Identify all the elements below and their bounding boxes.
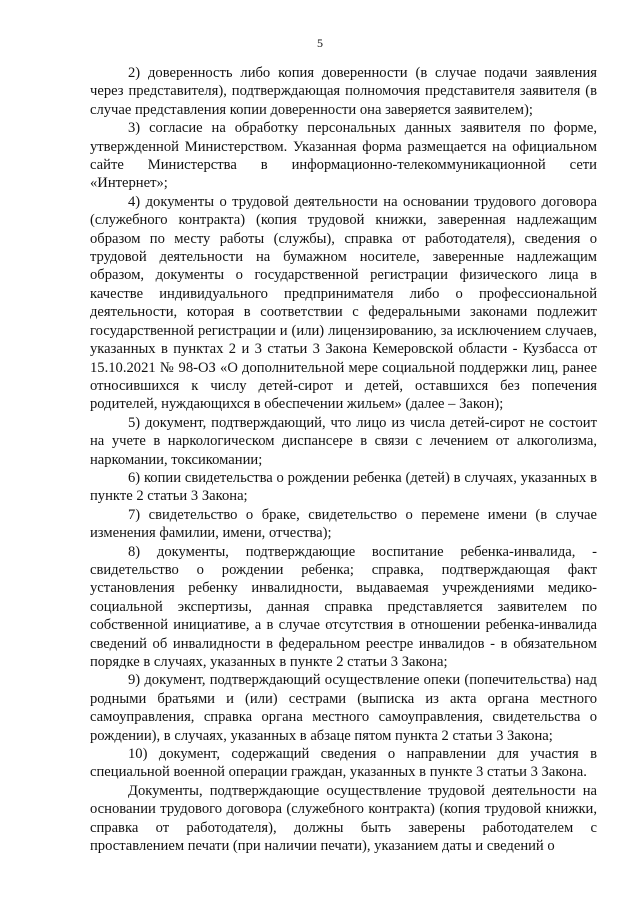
paragraph-item-8: 8) документы, подтверждающие воспитание ребенка-инвалида, - свидетельство о рождении ребенка; справка, подтверждающая факт установления ребенку инвалидности, выдаваемая учреждениями медико-социальной экспертизы, данная справка представляется заявителем по собственной инициативе, а в случае отсутствия в отношении ребенка-инвалида сведений об инвалидности в федеральном реестре инвалидов - в обязательном порядке в случаях, указанных в пункте 2 статьи 3 Закона; [90, 543, 597, 670]
page-number: 5 [317, 36, 323, 50]
paragraph-item-2: 2) доверенность либо копия доверенности (в случае подачи заявления через представителя), подтверждающая полномочия представителя заявителя (в случае представления копии доверенности она заверяется заявителем); [90, 65, 597, 118]
paragraph-item-5: 5) документ, подтверждающий, что лицо из числа детей-сирот не состоит на учете в наркологическом диспансере в связи с лечением от алкоголизма, наркомании, токсикомании; [90, 414, 597, 468]
paragraph-item-6: 6) копии свидетельства о рождении ребенка (детей) в случаях, указанных в пункте 2 статьи 3 Закона; [90, 469, 597, 505]
paragraph-item-3: 3) согласие на обработку персональных данных заявителя по форме, утвержденной Министерством. Указанная форма размещается на официальном сайте Министерства в информационно-телекоммуникационной сети «Интернет»; [90, 120, 597, 192]
paragraph-closing: Документы, подтверждающие осуществление трудовой деятельности на основании трудового договора (служебного контракта) (копия трудовой книжки, справка от работодателя), должны быть заверены работодателем с проставлением печати (при наличии печати), указанием даты и сведений о [90, 782, 597, 855]
paragraph-item-4: 4) документы о трудовой деятельности на основании трудового договора (служебного контракта) (копия трудовой книжки, заверенная надлежащим образом по месту работы (службы), справка от работодателя), сведения о трудовой деятельности на бумажном носителе, заверенные надлежащим образом, документы о государственной регистрации физического лица в качестве индивидуального предпринимателя либо о профессиональной деятельности, которая в соответствии с федеральными законами подлежит государственной регистрации и (или) лицензированию, за исключением случаев, указанных в пунктах 2 и 3 статьи 3 Закона Кемеровской области - Кузбасса от 15.10.2021 № 98-ОЗ «О дополнительной мере социальной поддержки лиц, ранее относившихся к числу детей-сирот и детей, оставшихся без попечения родителей, нуждающихся в обеспечении жильем» (далее – Закон); [90, 193, 597, 413]
paragraph-item-7: 7) свидетельство о браке, свидетельство о перемене имени (в случае изменения фамилии, имени, отчества); [90, 506, 597, 542]
paragraph-item-9: 9) документ, подтверждающий осуществление опеки (попечительства) над родными братьями и (или) сестрами (выписка из акта органа местного самоуправления, справка органа местного самоуправления, свидетельства о рождении), в случаях, указанных в абзаце пятом пункта 2 статьи 3 Закона; [90, 672, 597, 744]
document-body [90, 64, 597, 855]
paragraph-item-10: 10) документ, содержащий сведения о направлении для участия в специальной военной операции граждан, указанных в пункте 3 статьи 3 Закона. [90, 746, 597, 781]
